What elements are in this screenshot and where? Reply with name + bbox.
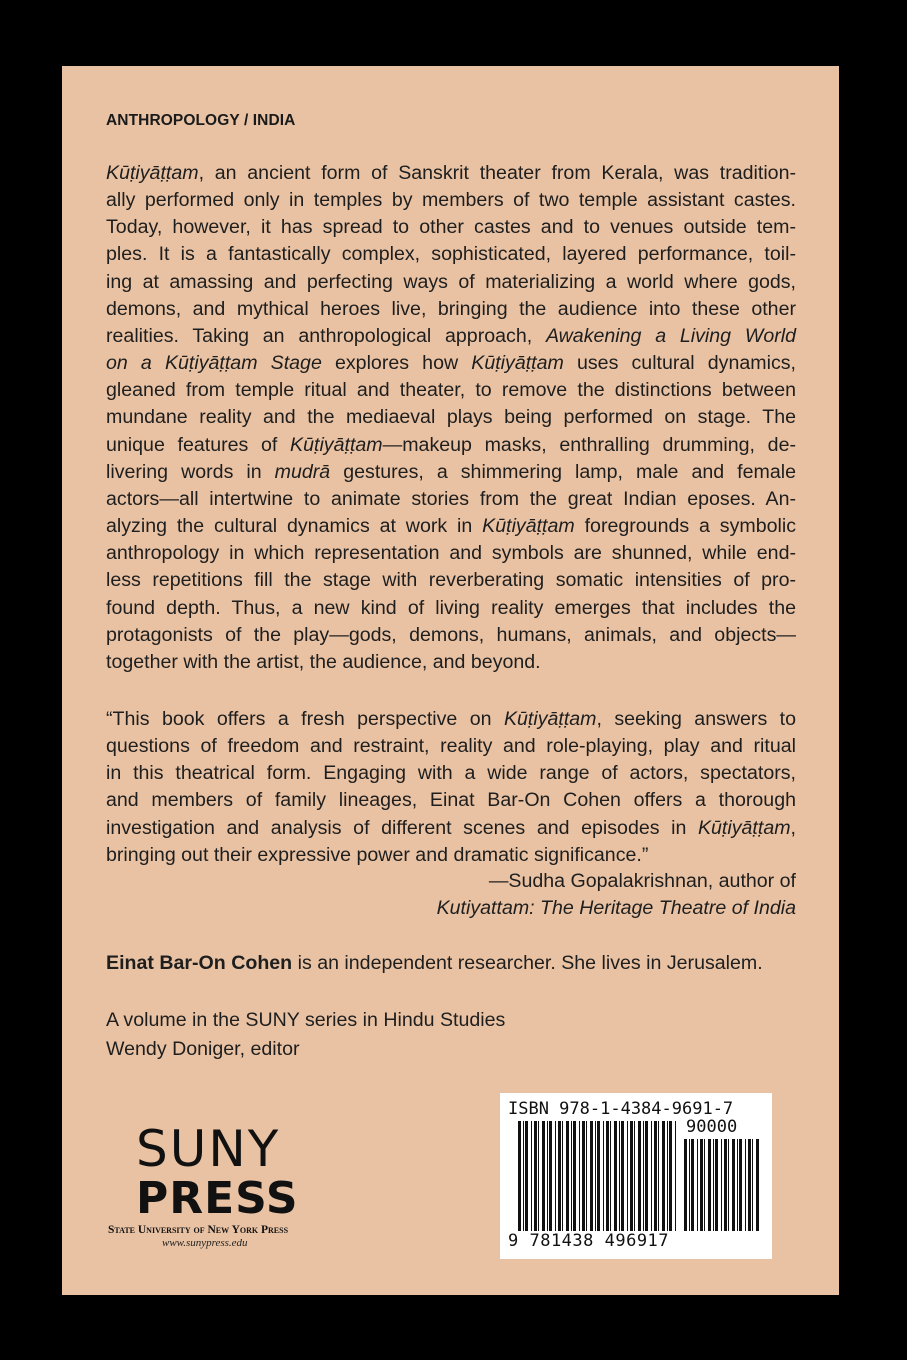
text-run: together with the artist, the audience, and beyond. — [106, 650, 541, 673]
author-name: Einat Bar-On Cohen — [106, 952, 293, 974]
text-run: , seeking answers to — [596, 708, 796, 730]
text-run: anthropology in which representation and symbols are shunned, while end- — [106, 542, 796, 565]
barcode-bar — [697, 1139, 698, 1231]
blurb-line — [106, 350, 796, 377]
barcode-bar — [549, 1121, 552, 1231]
logo-suny: SUNY — [136, 1120, 281, 1178]
isbn-barcode — [500, 1093, 772, 1259]
barcode-bar — [534, 1121, 537, 1231]
text-run: —makeup masks, enthralling drumming, de- — [382, 433, 797, 456]
barcode-bar — [558, 1121, 561, 1231]
text-run: realities. Taking an anthropological approach, — [106, 324, 546, 347]
barcode-bar — [582, 1121, 585, 1231]
barcode-bar — [566, 1121, 569, 1231]
blurb-line — [106, 432, 796, 459]
barcode-bar — [728, 1139, 729, 1231]
text-run: ally performed only in temples by members of two temple assistant castes. — [106, 189, 796, 212]
barcode-bar — [531, 1121, 532, 1231]
isbn-label: ISBN 978-1-4384-9691-7 — [508, 1099, 734, 1119]
text-run: ing at amassing and perfecting ways of materializing a world where gods, — [106, 270, 796, 293]
quote-line — [106, 815, 796, 842]
ean-digits: 9 781438 496917 — [508, 1231, 670, 1251]
logo-press: PRESS — [136, 1173, 299, 1224]
suny-press-logo — [108, 1120, 328, 1249]
barcode-bar — [606, 1121, 609, 1231]
blurb-line — [106, 404, 796, 431]
quote-line — [106, 842, 796, 869]
blurb-line — [106, 377, 796, 404]
barcode-bar — [525, 1121, 528, 1231]
barcode-bar — [542, 1121, 545, 1231]
barcode-bar — [538, 1121, 539, 1231]
barcode-bar — [523, 1121, 524, 1231]
blurb-line — [106, 540, 796, 567]
text-run: mudrā — [274, 460, 331, 483]
blurb-line — [106, 187, 796, 214]
text-run: , an ancient form of Sanskrit theater from Kerala, was tradition- — [198, 162, 796, 184]
barcode-bar — [619, 1121, 620, 1231]
text-run: Kūṭiyāṭṭam — [482, 515, 575, 538]
barcode-bar — [573, 1121, 576, 1231]
barcode-bar — [614, 1121, 617, 1231]
text-run: gestures, a shimmering lamp, male and female — [330, 460, 796, 483]
barcode-bar — [603, 1121, 604, 1231]
endorser: —Sudha Gopalakrishnan, author of — [488, 870, 796, 892]
barcode-bar — [675, 1121, 676, 1231]
barcode-bar — [684, 1139, 687, 1231]
endorser-book: Kutiyattam: The Heritage Theatre of India — [436, 897, 796, 920]
text-run: Today, however, it has spread to other castes and to venues outside tem- — [106, 216, 796, 239]
text-run: found depth. Thus, a new kind of living reality emerges that includes the — [106, 596, 796, 619]
text-run: “This book offers a fresh perspective on — [106, 708, 504, 730]
barcode-bar — [748, 1139, 751, 1231]
barcode-bar — [571, 1121, 572, 1231]
barcode-bar — [721, 1139, 722, 1231]
blurb-line — [106, 323, 796, 350]
barcode-bar — [651, 1121, 652, 1231]
text-run: bringing out their expressive power and dramatic significance.” — [106, 843, 649, 866]
text-run: protagonists of the play—gods, demons, humans, animals, and objects— — [106, 623, 796, 646]
text-run: Kūṭiyāṭṭam — [503, 708, 597, 730]
barcode-bar — [654, 1121, 657, 1231]
barcode-bar — [669, 1121, 672, 1231]
text-run: explores how — [321, 352, 472, 375]
back-cover — [62, 66, 839, 1295]
barcode-bar — [732, 1139, 735, 1231]
text-run: Kūṭiyāṭṭam — [697, 816, 791, 839]
ean-bars — [518, 1121, 678, 1231]
barcode-bar — [610, 1121, 611, 1231]
book-description — [106, 160, 796, 676]
barcode-bar — [586, 1121, 587, 1231]
text-run: Kūṭiyāṭṭam — [290, 433, 383, 456]
blurb-line — [106, 459, 796, 486]
text-run: Kūṭiyāṭṭam — [106, 162, 199, 184]
category-label: ANTHROPOLOGY / INDIA — [106, 112, 296, 129]
blurb-line — [106, 214, 796, 241]
barcode-bar — [634, 1121, 635, 1231]
barcode-bar — [562, 1121, 563, 1231]
text-run: and members of family lineages, Einat Bar-On Cohen offers a thorough — [106, 789, 796, 812]
barcode-bar — [518, 1121, 521, 1231]
barcode-bar — [704, 1139, 705, 1231]
barcode-bar — [708, 1139, 711, 1231]
text-run: livering words in — [106, 460, 275, 483]
barcode-bar — [643, 1121, 644, 1231]
barcode-bar — [590, 1121, 593, 1231]
blurb-line — [106, 567, 796, 594]
barcode-bar — [756, 1139, 759, 1231]
series-info — [106, 1006, 505, 1064]
barcode-bar — [555, 1121, 556, 1231]
barcode-bar — [691, 1139, 694, 1231]
text-run: Awakening a Living World — [545, 324, 796, 347]
barcode-bar — [595, 1121, 596, 1231]
series-name: A volume in the SUNY series in Hindu Studies — [106, 1009, 506, 1031]
blurb-line — [106, 595, 796, 622]
barcode-bar — [724, 1139, 727, 1231]
publisher-url: www.sunypress.edu — [162, 1237, 248, 1249]
barcode-bar — [579, 1121, 580, 1231]
text-run: unique features of — [106, 433, 291, 456]
text-run: demons, and mythical heroes live, bringing the audience into these other — [106, 297, 796, 320]
barcode-bar — [597, 1121, 600, 1231]
barcode-bar — [630, 1121, 633, 1231]
text-run: mundane reality and the mediaeval plays being performed on stage. The — [106, 406, 796, 429]
blurb-line — [106, 649, 796, 676]
barcode-bar — [737, 1139, 738, 1231]
barcode-bar — [700, 1139, 703, 1231]
barcode-bar — [745, 1139, 746, 1231]
blurb-line — [106, 160, 796, 187]
barcode-bar — [627, 1121, 628, 1231]
text-run: on a Kūṭiyāṭṭam Stage — [106, 352, 322, 375]
blurb-line — [106, 622, 796, 649]
text-run: actors—all intertwine to animate stories from the great Indian eposes. An- — [106, 487, 796, 510]
text-run: questions of freedom and restraint, reality and role-playing, play and ritual — [106, 735, 796, 758]
blurb-line — [106, 513, 796, 540]
text-run: gleaned from temple ritual and theater, to remove the distinctions between — [106, 379, 796, 402]
text-run: investigation and analysis of different scenes and episodes in — [106, 816, 698, 839]
barcode-bar — [715, 1139, 718, 1231]
blurb-line — [106, 296, 796, 323]
text-run: in this theatrical form. Engaging with a wide range of actors, spectators, — [106, 762, 796, 785]
blurb-line — [106, 486, 796, 513]
series-editor: Wendy Doniger, editor — [106, 1038, 300, 1060]
barcode-bar — [662, 1121, 665, 1231]
barcode-bar — [739, 1139, 742, 1231]
barcode-bar — [645, 1121, 648, 1231]
text-run: foregrounds a symbolic — [574, 515, 797, 538]
text-run: , — [790, 816, 796, 839]
price-code: 90000 — [686, 1117, 738, 1137]
quote-line — [106, 787, 796, 814]
barcode-bar — [638, 1121, 641, 1231]
barcode-bar — [547, 1121, 548, 1231]
quote-line — [106, 706, 796, 733]
endorsement-attribution — [437, 868, 796, 922]
barcode-bar — [658, 1121, 659, 1231]
barcode-bar — [689, 1139, 690, 1231]
barcode-bar — [667, 1121, 668, 1231]
quote-line — [106, 760, 796, 787]
addon-bars — [684, 1139, 762, 1231]
text-run: uses cultural dynamics, — [563, 352, 796, 375]
barcode-bar — [621, 1121, 624, 1231]
text-run: alyzing the cultural dynamics at work in — [106, 515, 483, 538]
endorsement-quote — [106, 706, 796, 869]
author-bio — [106, 952, 763, 975]
blurb-line — [106, 241, 796, 268]
barcode-bar — [752, 1139, 753, 1231]
blurb-line — [106, 269, 796, 296]
text-run: ples. It is a fantastically complex, sophisticated, layered performance, toil- — [106, 243, 796, 266]
author-bio-text: is an independent researcher. She lives in Jerusalem. — [292, 952, 763, 974]
text-run: less repetitions fill the stage with reverberating somatic intensities of pro- — [106, 569, 796, 592]
text-run: Kūṭiyāṭṭam — [471, 352, 564, 375]
publisher-full-name: State University of New York Press — [108, 1224, 289, 1236]
quote-line — [106, 733, 796, 760]
barcode-bar — [713, 1139, 714, 1231]
